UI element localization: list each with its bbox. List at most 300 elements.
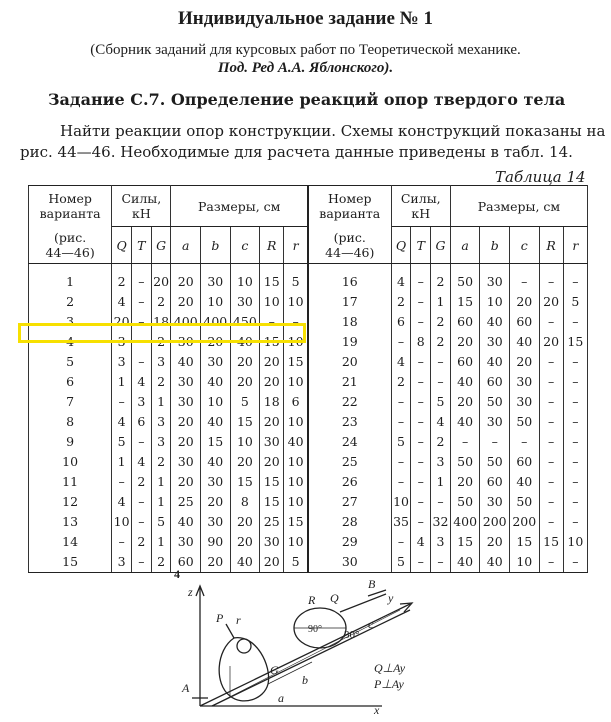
value-cell: – (563, 372, 587, 392)
value-cell: 15 (510, 532, 540, 552)
value-cell: 4 (112, 292, 132, 312)
value-cell: 35 (391, 512, 411, 532)
source-reference: (Сборник заданий для курсовых работ по Теоретической механике. (90, 42, 521, 58)
value-cell: 20 (260, 352, 284, 372)
value-cell: 20 (171, 432, 201, 452)
value-cell: – (539, 452, 563, 472)
value-cell: – (539, 412, 563, 432)
value-cell: 30 (201, 264, 231, 293)
header-forces-line2: кН (411, 206, 431, 221)
value-cell: 2 (431, 312, 451, 332)
header-forces-line2: кН (132, 206, 151, 221)
value-cell: 2 (131, 532, 151, 552)
value-cell: 10 (284, 292, 308, 312)
value-cell: – (411, 412, 431, 432)
value-cell: – (391, 332, 411, 352)
value-cell: 15 (450, 292, 480, 312)
value-cell: – (431, 552, 451, 573)
col-header-a: a (171, 227, 201, 264)
value-cell: – (539, 552, 563, 573)
value-cell: 90 (201, 532, 231, 552)
label-G: G (270, 663, 279, 677)
value-cell: 30 (260, 532, 284, 552)
variant-number-cell: 19 (308, 332, 391, 352)
value-cell: 60 (510, 452, 540, 472)
editor-reference: Под. Ред А.А. Яблонского). (217, 60, 394, 76)
value-cell: 15 (230, 412, 260, 432)
value-cell: 10 (480, 292, 510, 312)
value-cell: – (539, 392, 563, 412)
value-cell: 15 (563, 332, 587, 352)
value-cell: – (411, 552, 431, 573)
variant-number-cell: 12 (29, 492, 112, 512)
variant-number-cell: 4 (29, 332, 112, 352)
value-cell: 20 (230, 352, 260, 372)
variant-number-cell: 30 (308, 552, 391, 573)
header-variant-top-right (308, 186, 391, 227)
value-cell: 5 (230, 392, 260, 412)
variant-number-cell: 18 (308, 312, 391, 332)
value-cell: 4 (112, 412, 132, 432)
value-cell: 20 (230, 532, 260, 552)
value-cell: – (391, 472, 411, 492)
variant-number-cell: 13 (29, 512, 112, 532)
variant-number-cell: 1 (29, 264, 112, 293)
value-cell: 5 (391, 432, 411, 452)
value-cell: 20 (171, 412, 201, 432)
value-cell: – (411, 512, 431, 532)
header-variant-bottom-right (308, 227, 391, 264)
value-cell: – (131, 512, 151, 532)
col-header-G: G (431, 227, 451, 264)
variant-number-cell: 11 (29, 472, 112, 492)
value-cell: 5 (284, 552, 308, 573)
small-pulley (237, 639, 251, 653)
value-cell: – (411, 392, 431, 412)
highlighted-row-variant-4 (18, 323, 306, 343)
value-cell: – (260, 312, 284, 332)
variant-number-cell: 15 (29, 552, 112, 573)
header-variant-line3: (рис. (54, 229, 87, 245)
value-cell: 10 (284, 492, 308, 512)
value-cell: 50 (510, 412, 540, 432)
value-cell: 10 (284, 332, 308, 352)
value-cell: 200 (510, 512, 540, 532)
value-cell: 20 (201, 492, 231, 512)
value-cell: – (284, 312, 308, 332)
table-row (29, 292, 588, 312)
value-cell: 15 (260, 264, 284, 293)
value-cell: 4 (131, 452, 151, 472)
variant-number-cell: 22 (308, 392, 391, 412)
task-title: Задание С.7. Определение реакций опор твердого тела (48, 90, 566, 109)
value-cell: 15 (284, 352, 308, 372)
value-cell: – (131, 292, 151, 312)
value-cell: 60 (450, 352, 480, 372)
value-cell: 30 (201, 472, 231, 492)
value-cell: 50 (480, 392, 510, 412)
value-cell: 10 (112, 512, 132, 532)
col-header-a: a (450, 227, 480, 264)
value-cell: 1 (151, 532, 171, 552)
value-cell: 10 (284, 372, 308, 392)
value-cell: 1 (151, 492, 171, 512)
header-variant-line4: 44—46) (325, 244, 375, 260)
value-cell: – (112, 472, 132, 492)
table-header-row-2 (29, 227, 588, 264)
value-cell: 20 (201, 552, 231, 573)
value-cell: – (131, 552, 151, 573)
value-cell: 3 (112, 552, 132, 573)
value-cell: 2 (151, 452, 171, 472)
value-cell: 20 (260, 412, 284, 432)
label-angle-90: 90° (308, 624, 322, 635)
value-cell: 4 (431, 412, 451, 432)
value-cell: 50 (480, 452, 510, 472)
table-row (29, 352, 588, 372)
col-header-b: b (480, 227, 510, 264)
value-cell: 15 (260, 472, 284, 492)
value-cell: 30 (201, 512, 231, 532)
value-cell: – (450, 432, 480, 452)
value-cell: 8 (230, 492, 260, 512)
value-cell: 2 (431, 432, 451, 452)
condition-Q: Q⊥Ay (374, 661, 406, 675)
value-cell: 50 (450, 492, 480, 512)
value-cell: – (480, 432, 510, 452)
value-cell: 40 (171, 512, 201, 532)
header-variant-line4: 44—46) (45, 244, 95, 260)
value-cell: 30 (510, 372, 540, 392)
rod-to-B (340, 594, 386, 612)
value-cell: 20 (230, 372, 260, 392)
value-cell: 15 (539, 532, 563, 552)
value-cell: 2 (151, 552, 171, 573)
value-cell: 10 (563, 532, 587, 552)
value-cell: 15 (260, 332, 284, 352)
value-cell: 20 (510, 352, 540, 372)
value-cell: 18 (151, 312, 171, 332)
value-cell: 20 (151, 264, 171, 293)
value-cell: 3 (112, 352, 132, 372)
value-cell: 30 (171, 392, 201, 412)
value-cell: 1 (112, 372, 132, 392)
value-cell: 15 (260, 492, 284, 512)
value-cell: 10 (391, 492, 411, 512)
value-cell: 60 (171, 552, 201, 573)
value-cell: – (563, 312, 587, 332)
value-cell: 15 (230, 472, 260, 492)
value-cell: 20 (539, 292, 563, 312)
value-cell: 60 (450, 312, 480, 332)
col-header-R: R (539, 227, 563, 264)
value-cell: 10 (201, 292, 231, 312)
variant-number-cell: 16 (308, 264, 391, 293)
value-cell: – (539, 492, 563, 512)
variant-number-cell: 21 (308, 372, 391, 392)
col-header-R: R (260, 227, 284, 264)
table-row (29, 492, 588, 512)
value-cell: 40 (480, 352, 510, 372)
structure-diagram (172, 566, 448, 716)
variant-number-cell: 10 (29, 452, 112, 472)
value-cell: – (411, 432, 431, 452)
value-cell: 60 (480, 472, 510, 492)
value-cell: – (431, 372, 451, 392)
value-cell: 40 (510, 472, 540, 492)
value-cell: 4 (131, 372, 151, 392)
variant-number-cell: 8 (29, 412, 112, 432)
value-cell: 30 (480, 332, 510, 352)
value-cell: 10 (284, 532, 308, 552)
table-row (29, 392, 588, 412)
value-cell: 20 (539, 332, 563, 352)
value-cell: 40 (510, 332, 540, 352)
value-cell: 4 (112, 492, 132, 512)
value-cell: – (391, 392, 411, 412)
value-cell: 30 (230, 292, 260, 312)
value-cell: 200 (480, 512, 510, 532)
value-cell: 20 (230, 512, 260, 532)
col-header-G: G (151, 227, 171, 264)
value-cell: – (510, 432, 540, 452)
label-Q: Q (330, 591, 339, 605)
value-cell: – (411, 372, 431, 392)
header-variant-bottom (29, 227, 112, 264)
value-cell: 3 (431, 452, 451, 472)
variant-number-cell: 14 (29, 532, 112, 552)
value-cell: 10 (260, 292, 284, 312)
label-x: x (374, 703, 380, 716)
value-cell: 10 (230, 432, 260, 452)
value-cell: 5 (284, 264, 308, 293)
value-cell: 2 (391, 292, 411, 312)
value-cell: 6 (284, 392, 308, 412)
variant-number-cell: 28 (308, 512, 391, 532)
value-cell: 8 (411, 332, 431, 352)
value-cell: 32 (431, 512, 451, 532)
value-cell: – (539, 264, 563, 293)
value-cell: 6 (391, 312, 411, 332)
value-cell: 3 (151, 432, 171, 452)
variant-number-cell: 27 (308, 492, 391, 512)
value-cell: 18 (260, 392, 284, 412)
data-table (28, 185, 588, 573)
value-cell: – (431, 352, 451, 372)
label-B: B (368, 577, 376, 591)
value-cell: 25 (260, 512, 284, 532)
value-cell: 10 (284, 452, 308, 472)
value-cell: 60 (480, 372, 510, 392)
value-cell: 50 (450, 452, 480, 472)
value-cell: 15 (450, 532, 480, 552)
value-cell: – (563, 392, 587, 412)
variant-number-cell: 23 (308, 412, 391, 432)
col-header-T: T (411, 227, 431, 264)
value-cell: 40 (450, 412, 480, 432)
variant-number-cell: 25 (308, 452, 391, 472)
value-cell: 2 (151, 292, 171, 312)
value-cell: 10 (201, 392, 231, 412)
table-row (29, 472, 588, 492)
variant-number-cell: 9 (29, 432, 112, 452)
task-text-line1: Найти реакции опор конструкции. Схемы конструкций показаны на (60, 122, 606, 140)
value-cell: – (539, 312, 563, 332)
value-cell: – (411, 312, 431, 332)
col-header-c: c (510, 227, 540, 264)
value-cell: – (563, 412, 587, 432)
value-cell: 20 (480, 532, 510, 552)
value-cell: 5 (391, 552, 411, 573)
value-cell: 10 (230, 264, 260, 293)
value-cell: 1 (151, 392, 171, 412)
label-z: z (188, 585, 193, 599)
value-cell: 10 (284, 472, 308, 492)
value-cell: 40 (201, 372, 231, 392)
value-cell: 30 (260, 432, 284, 452)
label-P: P (216, 611, 224, 625)
value-cell: – (563, 452, 587, 472)
value-cell: 3 (131, 392, 151, 412)
value-cell: – (391, 412, 411, 432)
col-header-c: c (230, 227, 260, 264)
value-cell: 30 (171, 372, 201, 392)
value-cell: 1 (112, 452, 132, 472)
task-text-line2: рис. 44—46. Необходимые для расчета данные приведены в табл. 14. (20, 143, 573, 161)
value-cell: – (539, 372, 563, 392)
variant-number-cell: 17 (308, 292, 391, 312)
variant-number-cell: 5 (29, 352, 112, 372)
value-cell: – (131, 264, 151, 293)
label-c: c (368, 617, 374, 631)
header-forces-line1: Силы, (400, 191, 441, 206)
value-cell: 50 (450, 264, 480, 293)
assignment-title: Индивидуальное задание № 1 (177, 8, 434, 29)
value-cell: – (411, 472, 431, 492)
label-A: A (182, 681, 190, 695)
value-cell: 2 (431, 332, 451, 352)
value-cell: – (411, 352, 431, 372)
value-cell: 20 (230, 452, 260, 472)
value-cell: 2 (431, 264, 451, 293)
label-y: y (388, 591, 394, 605)
value-cell: 400 (201, 312, 231, 332)
col-header-r: r (563, 227, 587, 264)
value-cell: 40 (284, 432, 308, 452)
value-cell: – (539, 472, 563, 492)
value-cell: – (539, 512, 563, 532)
table-row (29, 264, 588, 293)
value-cell: 450 (230, 312, 260, 332)
value-cell: – (539, 432, 563, 452)
value-cell: 20 (450, 332, 480, 352)
label-a: a (278, 691, 284, 705)
value-cell: 400 (450, 512, 480, 532)
header-forces-right (391, 186, 450, 227)
col-header-b: b (201, 227, 231, 264)
value-cell: 3 (431, 532, 451, 552)
value-cell: 2 (112, 264, 132, 293)
value-cell: 4 (411, 532, 431, 552)
value-cell: 4 (391, 352, 411, 372)
value-cell: – (112, 392, 132, 412)
header-variant-line1: Номер (327, 191, 372, 207)
value-cell: – (131, 332, 151, 352)
value-cell: – (131, 352, 151, 372)
value-cell: 20 (171, 292, 201, 312)
value-cell: 10 (510, 552, 540, 573)
header-variant-line1: Номер (48, 191, 92, 207)
value-cell: 2 (151, 332, 171, 352)
value-cell: 5 (151, 512, 171, 532)
value-cell: – (563, 264, 587, 293)
table-row (29, 432, 588, 452)
table-row (29, 452, 588, 472)
value-cell: 20 (112, 312, 132, 332)
value-cell: – (563, 352, 587, 372)
value-cell: – (563, 472, 587, 492)
value-cell: 10 (284, 412, 308, 432)
value-cell: 3 (112, 332, 132, 352)
value-cell: 40 (230, 552, 260, 573)
header-forces (112, 186, 171, 227)
label-angle-30: 30° (344, 629, 360, 641)
value-cell: 40 (480, 312, 510, 332)
value-cell: – (411, 264, 431, 293)
value-cell: 20 (171, 264, 201, 293)
col-header-r: r (284, 227, 308, 264)
value-cell: 30 (171, 452, 201, 472)
value-cell: – (391, 452, 411, 472)
variant-number-cell: 2 (29, 292, 112, 312)
label-R: R (308, 593, 316, 607)
value-cell: – (431, 492, 451, 512)
col-header-T: T (131, 227, 151, 264)
table-body (29, 264, 588, 573)
header-forces-line1: Силы, (121, 191, 162, 206)
value-cell: – (563, 492, 587, 512)
value-cell: 40 (201, 452, 231, 472)
value-cell: 400 (171, 312, 201, 332)
header-sizes: Размеры, см (171, 186, 308, 227)
force-P-line (226, 624, 234, 638)
table-header-row-1 (29, 186, 588, 227)
value-cell: 30 (480, 412, 510, 432)
variant-number-cell: 29 (308, 532, 391, 552)
value-cell: 20 (450, 472, 480, 492)
value-cell: – (131, 312, 151, 332)
header-variant-line3: (рис. (333, 229, 366, 245)
value-cell: 15 (201, 432, 231, 452)
value-cell: 40 (450, 552, 480, 573)
value-cell: 3 (151, 412, 171, 432)
value-cell: 30 (201, 352, 231, 372)
value-cell: 6 (131, 412, 151, 432)
value-cell: 40 (450, 372, 480, 392)
header-variant-top (29, 186, 112, 227)
value-cell: – (391, 532, 411, 552)
header-variant-line2: варианта (39, 206, 101, 222)
value-cell: 5 (112, 432, 132, 452)
value-cell: – (131, 492, 151, 512)
value-cell: 20 (260, 372, 284, 392)
label-b: b (302, 673, 308, 687)
table-row (29, 512, 588, 532)
value-cell: 30 (480, 264, 510, 293)
value-cell: 20 (450, 392, 480, 412)
value-cell: 50 (510, 492, 540, 512)
value-cell: 1 (431, 472, 451, 492)
